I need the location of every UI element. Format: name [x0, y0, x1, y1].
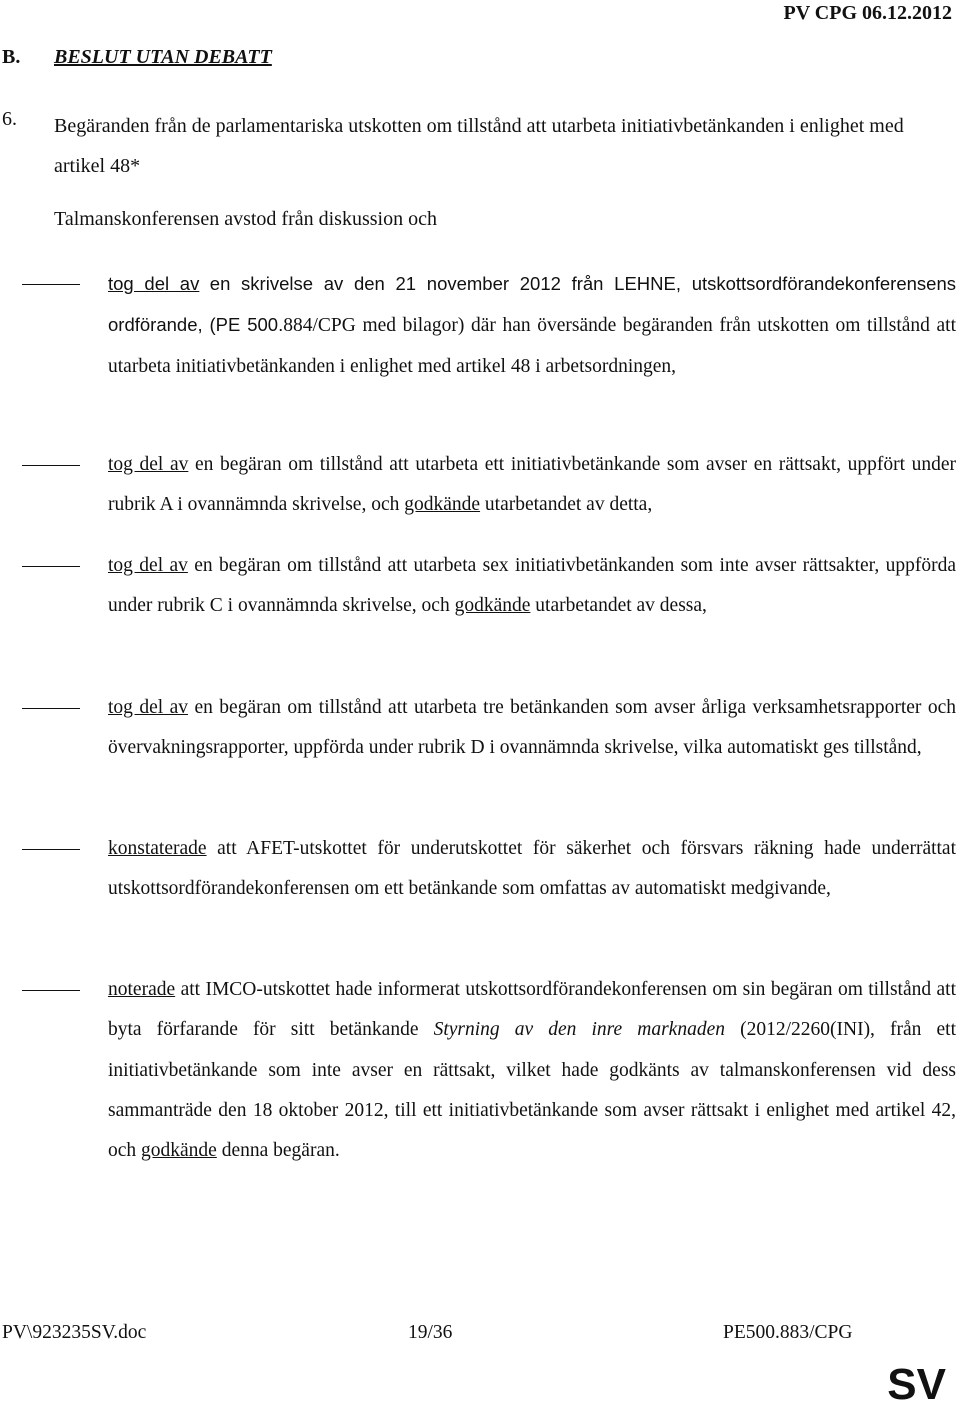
item-text-part: utarbetandet av detta,: [484, 494, 653, 516]
item-text-part: att IMCO-utskottet hade informerat utskottsordförandekonferensen om sin begäran om tillstånd att byta förfarande för sitt betänkande: [108, 979, 957, 1041]
document-code: PV CPG 06.12.2012: [783, 2, 952, 24]
list-item-text: [108, 970, 956, 1171]
action-verb: noterade: [108, 979, 176, 1000]
section-title: BESLUT UTAN DEBATT: [54, 46, 272, 68]
footer-page-number: 19/36: [408, 1322, 453, 1343]
approved-verb: godkände: [454, 595, 531, 617]
list-item-text: [108, 829, 956, 910]
dash-marker: [22, 465, 80, 466]
action-verb: tog del av: [108, 454, 189, 475]
report-title: Styrning av den inre marknaden: [433, 1019, 725, 1041]
list-item-text: [108, 546, 956, 627]
action-verb: tog del av: [108, 555, 188, 576]
dash-marker: [22, 708, 80, 709]
dash-marker: [22, 284, 80, 285]
section-heading: [2, 46, 272, 69]
item-title: Begäranden från de parlamentariska utskotten om tillstånd att utarbeta initiativbetänkanden i enlighet med artikel 48*: [54, 115, 904, 177]
list-item-text: [108, 264, 956, 387]
item-text-part: (2012/2260(INI), från ett initiativbetänkande som inte avser en rättsakt, vilket hade godkänts av talmanskonferensen vid dess sammanträde den 18 oktober 2012, till ett initiativbetänkande som avser rättsakt i enlighet med artikel 42, och: [108, 1019, 956, 1162]
item-text-part: en begäran om tillstånd att utarbeta ett initiativbetänkande som avser en rättsakt, uppfört under rubrik A i ovannämnda skrivelse, och: [108, 454, 957, 516]
lead-text: Talmanskonferensen avstod från diskussion och: [54, 208, 437, 230]
language-code: SV: [887, 1360, 946, 1409]
item-text-part: denna begäran.: [221, 1140, 340, 1162]
dash-marker: [22, 849, 80, 850]
dash-marker: [22, 566, 80, 567]
footer-reference: PE500.883/CPG: [723, 1322, 853, 1343]
approved-verb: godkände: [141, 1140, 217, 1162]
action-verb: tog del av: [108, 697, 189, 718]
footer-filename: PV\923235SV.doc: [2, 1322, 147, 1343]
item-text-part: en begäran om tillstånd att utarbeta sex initiativbetänkanden som inte avser rättsakter, uppförda under rubrik C i ovannämnda skrivelse, och: [108, 555, 956, 617]
item-text-part: 884/CPG med bilagor) där han översände begäranden från utskotten om tillstånd att utarbeta initiativbetänkanden i enlighet med artikel 48 i arbetsordningen,: [108, 315, 956, 377]
item-text-part: utarbetandet av dessa,: [535, 595, 707, 617]
item-text-part: att AFET-utskottet för underutskottet för säkerhet och försvars räkning hade underrättat utskottsordförandekonferensen om ett betänkande som omfattas av automatiskt medgivande,: [108, 838, 957, 900]
item-text-part: en skrivelse av den 21 november 2012 från LEHNE, utskottsordförandekonferensens ordförande, (PE 500.: [108, 273, 956, 336]
action-verb: tog del av: [108, 273, 200, 294]
item-text-part: en begäran om tillstånd att utarbeta tre betänkanden som avser årliga verksamhetsrapporter och övervakningsrapporter, uppförda under rubrik D i ovannämnda skrivelse, vilka automatiskt ges tillstånd,: [108, 697, 956, 759]
dash-marker: [22, 990, 80, 991]
action-verb: konstaterade: [108, 838, 207, 859]
list-item-text: [108, 445, 956, 526]
list-item-text: [108, 688, 956, 769]
item-number: 6.: [2, 108, 17, 130]
section-number: B.: [2, 46, 21, 68]
approved-verb: godkände: [404, 494, 481, 516]
